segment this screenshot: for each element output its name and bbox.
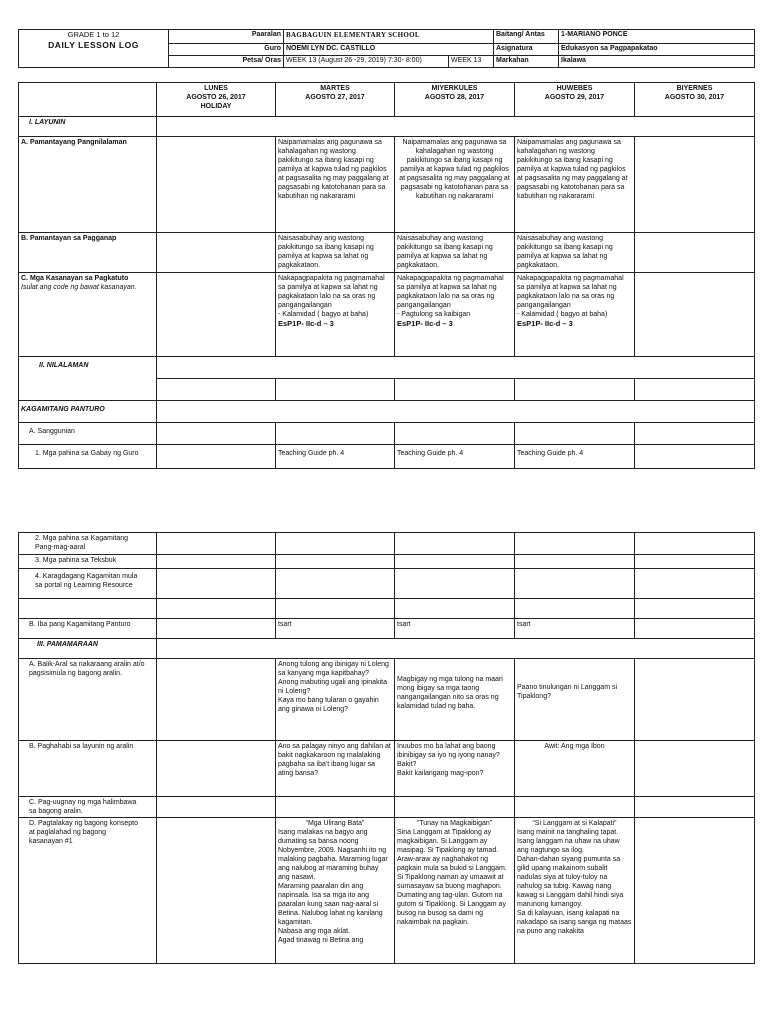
sanggunian-martes (276, 423, 395, 445)
bl-miyerkules (395, 599, 515, 619)
nilalaman-biyernes (635, 379, 755, 401)
guro-value: NOEMI LYN DC. CASTILLO (284, 44, 494, 56)
balik-martes: Anong tulong ang ibinigay ni Loleng sa kanyang mga kapitbahay? Anong mabuting ugali ang ipinakita ni Loleng? Kaya mo bang tularan o gayahin ang ginawa ni Loleng? (276, 659, 395, 741)
blank-label (19, 599, 157, 619)
paghahabi-miyerkules: Inuubos mo ba lahat ang baong ibinibigay sa iyo ng iyong nanay? Bakit? Bakit kailangang mag-ipon? (395, 741, 515, 797)
pagganap-huwebes: Naisasabuhay ang wastong pakikitungo sa ibang kasapi ng pamilya at kapwa sa lahat ng pagkakataon. (515, 233, 635, 273)
gabay-huwebes: Teaching Guide ph. 4 (515, 445, 635, 469)
corner-cell (19, 83, 157, 117)
paghahabi-huwebes: Awit: Ang mga Ibon (515, 741, 635, 797)
paaralan-label: Paaralan (169, 30, 284, 44)
pk-lunes (157, 533, 276, 555)
gabay-lunes (157, 445, 276, 469)
balik-miyerkules: Magbigay ng mga tulong na maari mong ibigay sa mga taong nangangailangan nito sa oras ng kalamidad tulad ng baha. (395, 659, 515, 741)
school-name: BAGBAGUIN ELEMENTARY SCHOOL (284, 30, 494, 44)
week-value: WEEK 13 (449, 56, 494, 68)
nilalaman-heading: II. NILALAMAN (19, 357, 157, 401)
pangnilalaman-biyernes (635, 137, 755, 233)
asignatura-value: Edukasyon sa Pagpapakatao (559, 44, 755, 56)
day-header-biyernes: BIYERNES AGOSTO 30, 2017 (635, 83, 755, 117)
markahan-value: Ikalawa (559, 56, 755, 68)
balik-biyernes (635, 659, 755, 741)
nilalaman-huwebes (515, 379, 635, 401)
kasanayan-sub: Isulat ang code ng bawat kasanayan. (21, 284, 137, 291)
sanggunian-lunes (157, 423, 276, 445)
sanggunian-label: A. Sanggunian (19, 423, 157, 445)
pk-miyerkules (395, 533, 515, 555)
tsart-biyernes (635, 619, 755, 639)
pagtalakay-label: D. Pagtalakay ng bagong konsepto at paglalahad ng bagong kasanayan #1 (19, 818, 157, 964)
log-title: DAILY LESSON LOG (48, 40, 139, 50)
bl-lunes (157, 599, 276, 619)
balik-label: A. Balik-Aral sa nakaraang aralin at/o pagsisimula ng bagong aralin. (19, 659, 157, 741)
nilalaman-span (157, 357, 755, 379)
tk-lunes (157, 555, 276, 569)
paghahabi-lunes (157, 741, 276, 797)
petsa-value: WEEK 13 (August 26 -29, 2019) 7:30- 8:00) (284, 56, 449, 68)
markahan-label: Markahan (494, 56, 559, 68)
day-header-martes: MARTES AGOSTO 27, 2017 (276, 83, 395, 117)
pu-lunes (157, 797, 276, 818)
kagamitan-span (157, 401, 755, 423)
pu-huwebes (515, 797, 635, 818)
pagganap-lunes (157, 233, 276, 273)
gabay-biyernes (635, 445, 755, 469)
kasanayan-martes: Nakapagpapakita ng pagmamahal sa pamilya at kapwa sa lahat ng pagkakataon lalo na sa oras ng pangangailangan - Kalamidad ( bagyo at baha) EsP1P- IIc-d – 3 (276, 273, 395, 357)
pagganap-martes: Naisasabuhay ang wastong pakikitungo sa ibang kasapi ng pamilya at kapwa sa lahat ng pagkakataon. (276, 233, 395, 273)
pk-biyernes (635, 533, 755, 555)
layunin-span (157, 117, 755, 137)
gabay-martes: Teaching Guide ph. 4 (276, 445, 395, 469)
day-header-lunes: LUNES AGOSTO 26, 2017 HOLIDAY (157, 83, 276, 117)
tk-biyernes (635, 555, 755, 569)
pu-biyernes (635, 797, 755, 818)
paghahabi-label: B. Paghahabi sa layunin ng aralin (19, 741, 157, 797)
kr-lunes (157, 569, 276, 599)
pangnilalaman-miyerkules: Naipamamalas ang pagunawa sa kahalagahan ng wastong pakikitungo sa ibang kasapi ng pamilya at kapwa tulad ng pagkilos at pagsasalita ng may paggalang at pagsasabi ng katotohanan para sa kabutihan ng nakararami (395, 137, 515, 233)
bl-biyernes (635, 599, 755, 619)
kasanayan-label: C. Mga Kasanayan sa Pagkatuto (21, 275, 129, 282)
sanggunian-miyerkules (395, 423, 515, 445)
pk-huwebes (515, 533, 635, 555)
paghahabi-martes: Ano sa palagay ninyo ang dahilan at bakit nagkakaroon ng malalaking pagbaha sa iba't ibang lugar sa ating bansa? (276, 741, 395, 797)
karagdagang-label: 4. Karagdagang Kagamitan mula sa portal ng Learning Resource (19, 569, 157, 599)
tsart-miyerkules: tsart (395, 619, 515, 639)
baitang-label: Baitang/ Antas (494, 30, 559, 44)
pagtalakay-miyerkules: “Tunay na Magkaibigan” Sina Langgam at Tipaklong ay magkaibigan. Si Langgam ay masipag. Si Tipaklong ay tamad. Araw-araw ay naghahakot ng pagkain mula sa bukid si Langgam. Si Tipaklong naman ay umaawit at sumasayaw sa buong maghapon. Dumating ang tag-ulan. Gutom na gutom si Tipaklong. Si Langgam ay busog na busog sa dami ng nakaimbak na pagkain. (395, 818, 515, 964)
nilalaman-lunes (157, 379, 276, 401)
iba-pang-label: B. Iba pang Kagamitang Panturo (19, 619, 157, 639)
kasanayan-huwebes: Nakapagpapakita ng pagmamahal sa pamilya at kapwa sa lahat ng pagkakataon lalo na sa oras ng pangangailangan - Kalamidad ( bagyo at baha) EsP1P- IIc-d – 3 (515, 273, 635, 357)
grade-label: GRADE 1 to 12 (67, 30, 120, 39)
pahina-kagamitan-label: 2. Mga pahina sa Kagamitang Pang-mag-aaral (19, 533, 157, 555)
tk-huwebes (515, 555, 635, 569)
pagtalakay-huwebes: “Si Langgam at si Kalapati” Isang mainit na tanghaling tapat. Isang langgam na uhaw na uhaw ang nagtungo sa ilog. Dahan-dahan siyang pumunta sa gilid upang makainom subalit nadulas siya at tuloy-tuloy na nahulog sa tubig. Kawag nang kawag si Langgam dahil hindi siya marunong lumangoy. Sa di kalayuan, isang kalapati na nakadapo sa isang sanga ng mataas na puno ang nakakita (515, 818, 635, 964)
pagtalakay-biyernes (635, 818, 755, 964)
kasanayan-biyernes (635, 273, 755, 357)
gabay-label: 1. Mga pahina sa Gabay ng Guro (19, 445, 157, 469)
pangnilalaman-martes: Naipamamalas ang pagunawa sa kahalagahan ng wastong pakikitungo sa ibang kasapi ng pamilya at kapwa tulad ng pagkilos at pagsasalita ng may paggalang at pagsasabi ng katotohanan para sa kabutihan ng nakararami (276, 137, 395, 233)
nilalaman-martes (276, 379, 395, 401)
bl-huwebes (515, 599, 635, 619)
sanggunian-huwebes (515, 423, 635, 445)
pu-miyerkules (395, 797, 515, 818)
balik-huwebes: Paano tinulungan ni Langgam si Tipaklong? (515, 659, 635, 741)
sanggunian-biyernes (635, 423, 755, 445)
pangnilalaman-lunes (157, 137, 276, 233)
pagtalakay-lunes (157, 818, 276, 964)
lesson-table-page1 (18, 82, 755, 469)
pagganap-miyerkules: Naisasabuhay ang wastong pakikitungo sa ibang kasapi ng pamilya at kapwa sa lahat ng pagkakataon. (395, 233, 515, 273)
tsart-lunes (157, 619, 276, 639)
nilalaman-miyerkules (395, 379, 515, 401)
day-header-miyerkules: MIYERKULES AGOSTO 28, 2017 (395, 83, 515, 117)
kasanayan-miyerkules: Nakapagpapakita ng pagmamahal sa pamilya at kapwa sa lahat ng pagkakataon lalo na sa oras ng pangangailangan - Pagtulong sa kaibigan EsP1P- IIc-d – 3 (395, 273, 515, 357)
tk-martes (276, 555, 395, 569)
header-table (18, 29, 755, 68)
kasanayan-label-cell (19, 273, 157, 357)
tsart-huwebes: tsart (515, 619, 635, 639)
kr-huwebes (515, 569, 635, 599)
pamamaraan-heading: III. PAMAMARAAN (19, 639, 157, 659)
pagganap-label: B. Pamantayan sa Pagganap (19, 233, 157, 273)
petsa-label: Petsa/ Oras (169, 56, 284, 68)
pagganap-biyernes (635, 233, 755, 273)
kr-martes (276, 569, 395, 599)
pagtalakay-martes: “Mga Ulirang Bata” Isang malakas na bagyo ang dumating sa bansa noong Nobyembre, 2009. Nagsanhi ito ng malaking pagbaha. Maraming lugar ang nalubog at maraming buhay ang nasawi. Maraming paaralan din ang napinsala. Isa sa mga ito ang paaralan kung saan nag-aaral si Betina. Nalubog lahat ng kanilang kagamitan. Nabasa ang mga aklat. Agad tinawag ni Betina ang (276, 818, 395, 964)
guro-label: Guro (169, 44, 284, 56)
balik-lunes (157, 659, 276, 741)
kagamitan-heading: KAGAMITANG PANTURO (19, 401, 157, 423)
pamamaraan-span (157, 639, 755, 659)
tk-miyerkules (395, 555, 515, 569)
pag-uugnay-label: C. Pag-uugnay ng mga halimbawa sa bagong aralin. (19, 797, 157, 818)
pu-martes (276, 797, 395, 818)
asignatura-label: Asignatura (494, 44, 559, 56)
paghahabi-biyernes (635, 741, 755, 797)
kr-miyerkules (395, 569, 515, 599)
tsart-martes: tsart (276, 619, 395, 639)
pk-martes (276, 533, 395, 555)
layunin-heading: I. LAYUNIN (19, 117, 157, 137)
bl-martes (276, 599, 395, 619)
teksbuk-label: 3. Mga pahina sa Teksbuk (19, 555, 157, 569)
pangnilalaman-label: A. Pamantayang Pangnilalaman (19, 137, 157, 233)
grade-cell (19, 30, 169, 68)
baitang-value: 1-MARIANO PONCE (559, 30, 755, 44)
kr-biyernes (635, 569, 755, 599)
gabay-miyerkules: Teaching Guide ph. 4 (395, 445, 515, 469)
pangnilalaman-huwebes: Naipamamalas ang pagunawa sa kahalagahan ng wastong pakikitungo sa ibang kasapi ng pamilya at kapwa tulad ng pagkilos at pagsasalita ng may paggalang at pagsasabi ng katotohanan para sa kabutihan ng nakararami (515, 137, 635, 233)
lesson-table-page2 (18, 532, 755, 964)
kasanayan-lunes (157, 273, 276, 357)
day-header-huwebes: HUWEBES AGOSTO 29, 2017 (515, 83, 635, 117)
